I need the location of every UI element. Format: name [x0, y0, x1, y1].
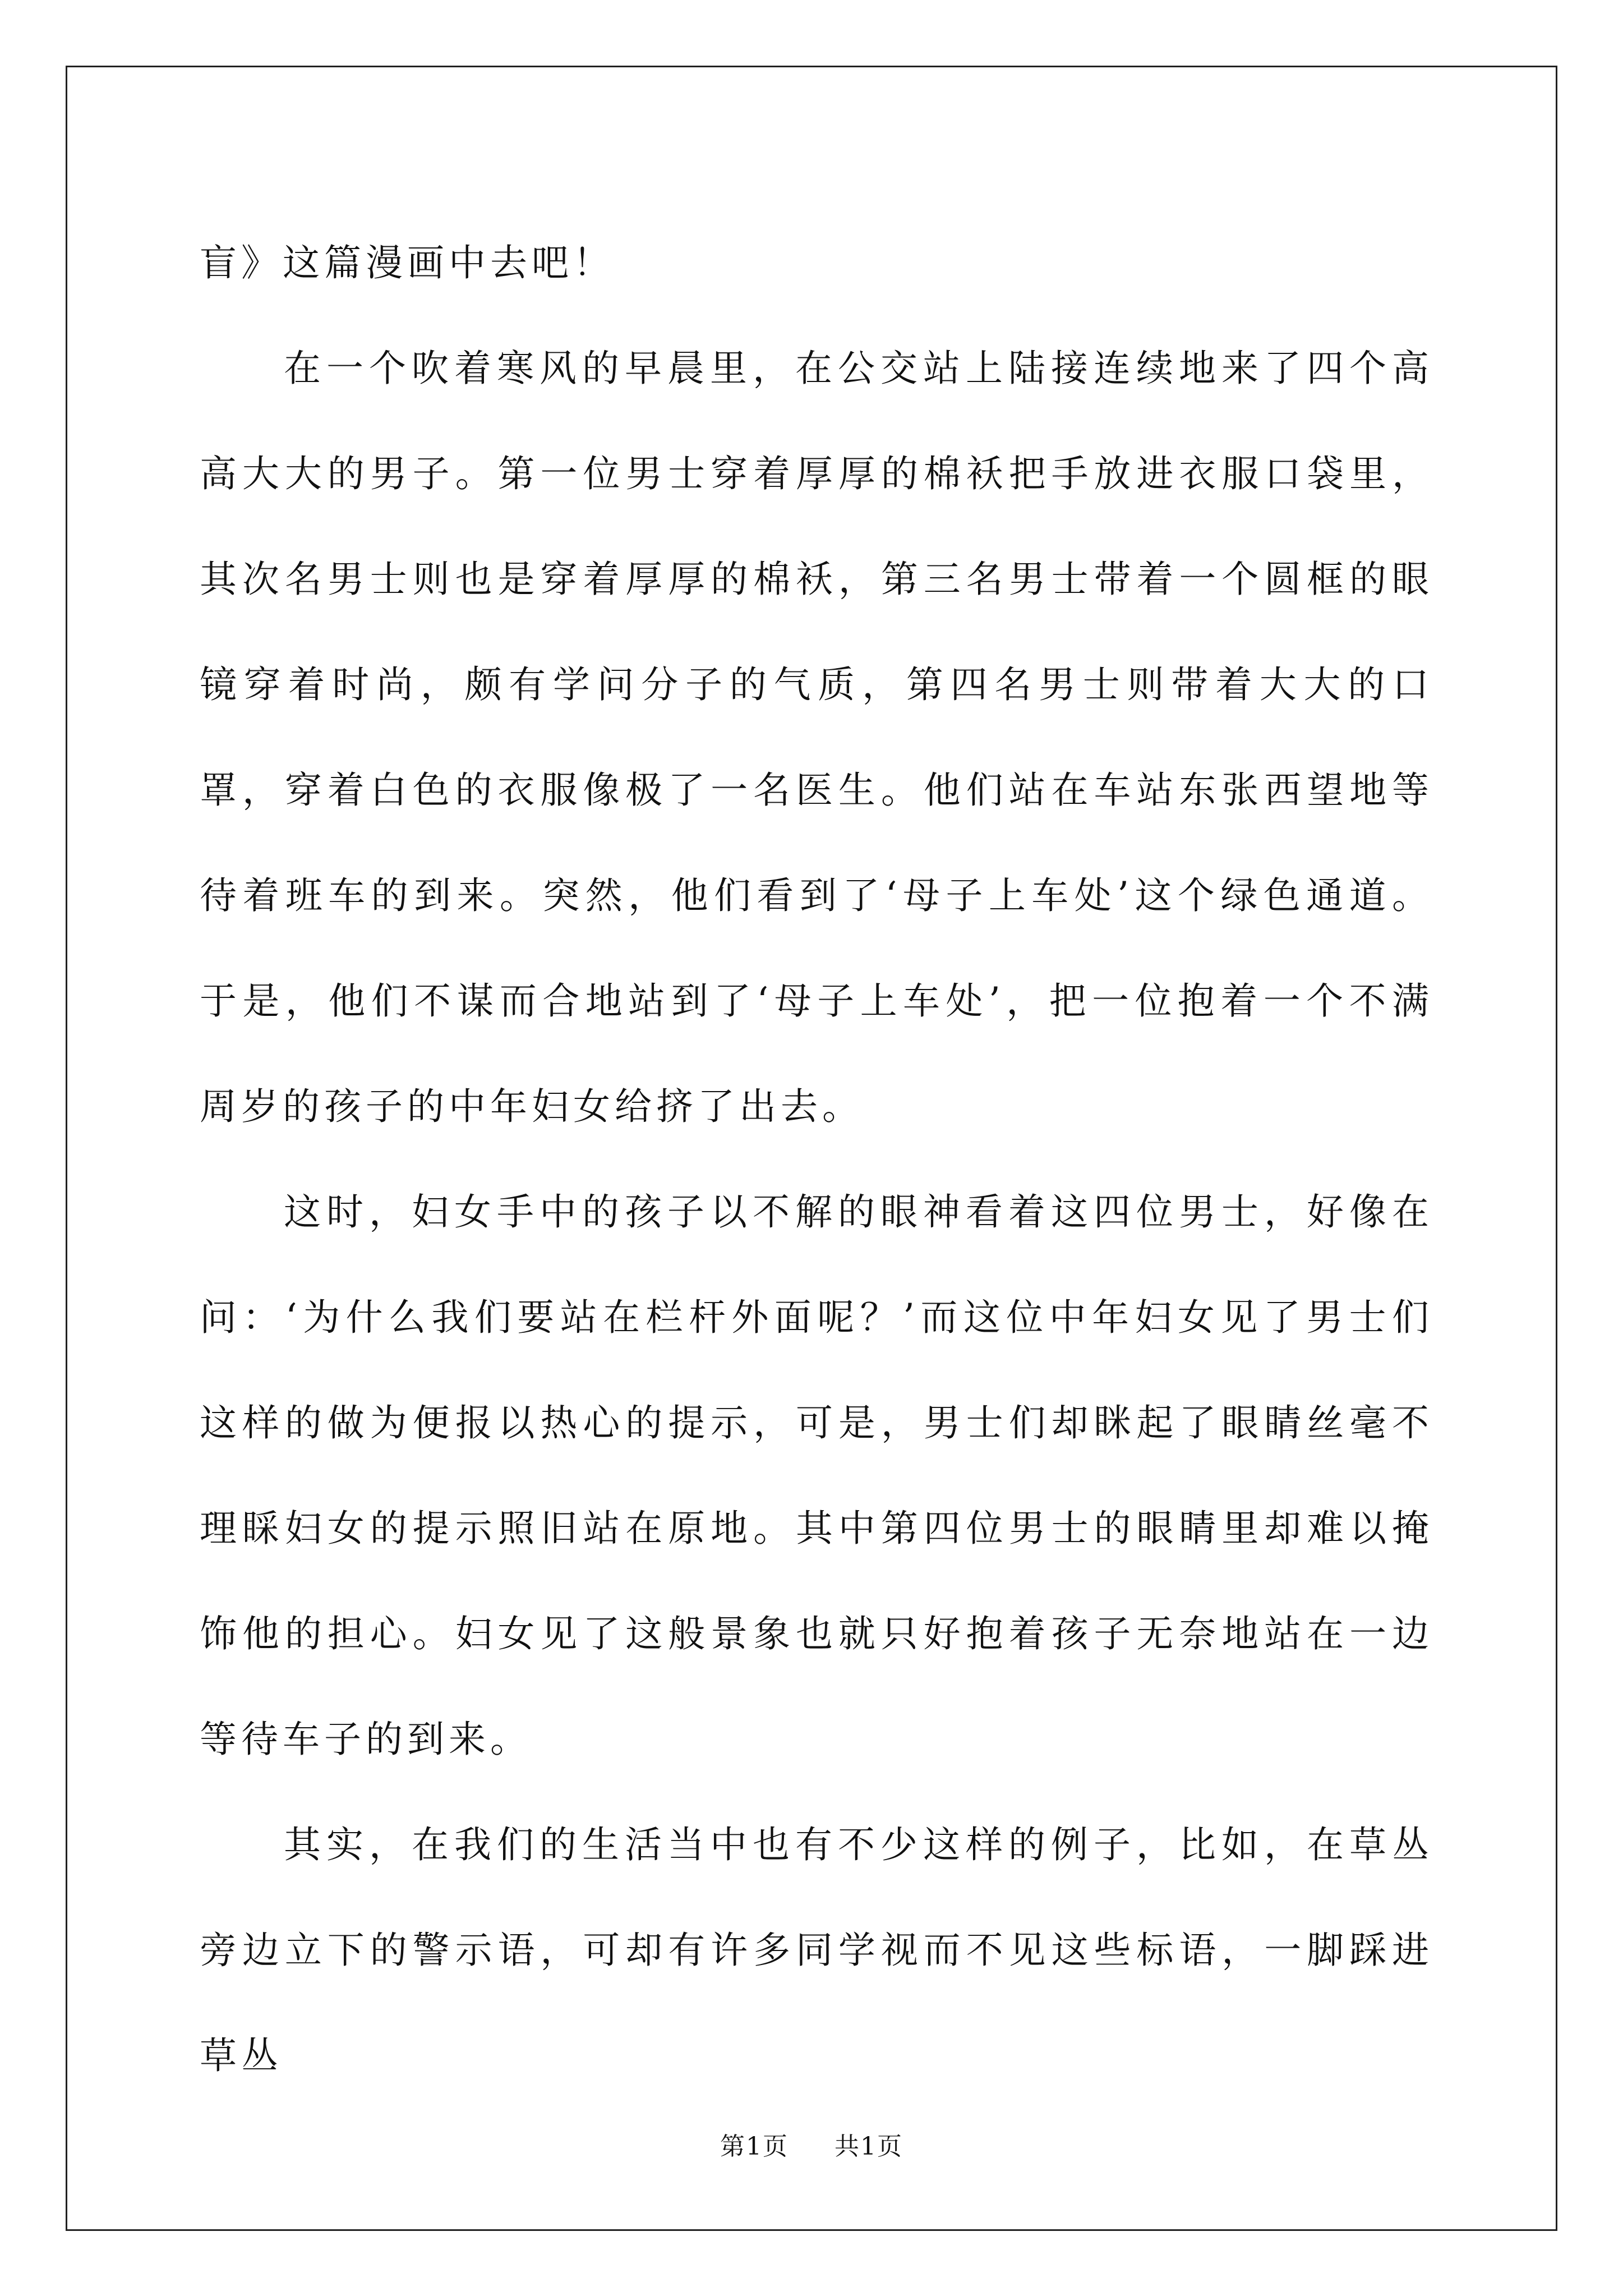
page-footer [0, 2126, 1623, 2162]
paragraph: 盲》这篇漫画中去吧！ [200, 241, 615, 284]
page-total: 共1页 [834, 2132, 903, 2161]
document-body [200, 210, 1433, 2109]
paragraph: 其实，在我们的生活当中也有不少这样的例子，比如，在草丛旁边立下的警示语，可却有许多同学视而不见这些标语，一脚踩进草丛 [200, 1823, 1433, 2077]
paragraph: 在一个吹着寒风的早晨里，在公交站上陆接连续地来了四个高高大大的男子。第一位男士穿着厚厚的棉袄把手放进衣服口袋里，其次名男士则也是穿着厚厚的棉袄，第三名男士带着一个圆框的眼镜穿着时尚，颇有学问分子的气质，第四名男士则带着大大的口罩，穿着白色的衣服像极了一名医生。他们站在车站东张西望地等待着班车的到来。突然，他们看到了‘母子上车处’这个绿色通道。于是，他们不谋而合地站到了‘母子上车处’，把一位抱着一个不满周岁的孩子的中年妇女给挤了出去。 [200, 347, 1433, 1128]
page-number: 第1页 [720, 2132, 789, 2161]
paragraph: 这时，妇女手中的孩子以不解的眼神看着这四位男士，好像在问：‘为什么我们要站在栏杆外面呢？’而这位中年妇女见了男士们这样的做为便报以热心的提示，可是，男士们却眯起了眼睛丝毫不理睬妇女的提示照旧站在原地。其中第四位男士的眼睛里却难以掩饰他的担心。妇女见了这般景象也就只好抱着孩子无奈地站在一边等待车子的到来。 [200, 1190, 1433, 1761]
